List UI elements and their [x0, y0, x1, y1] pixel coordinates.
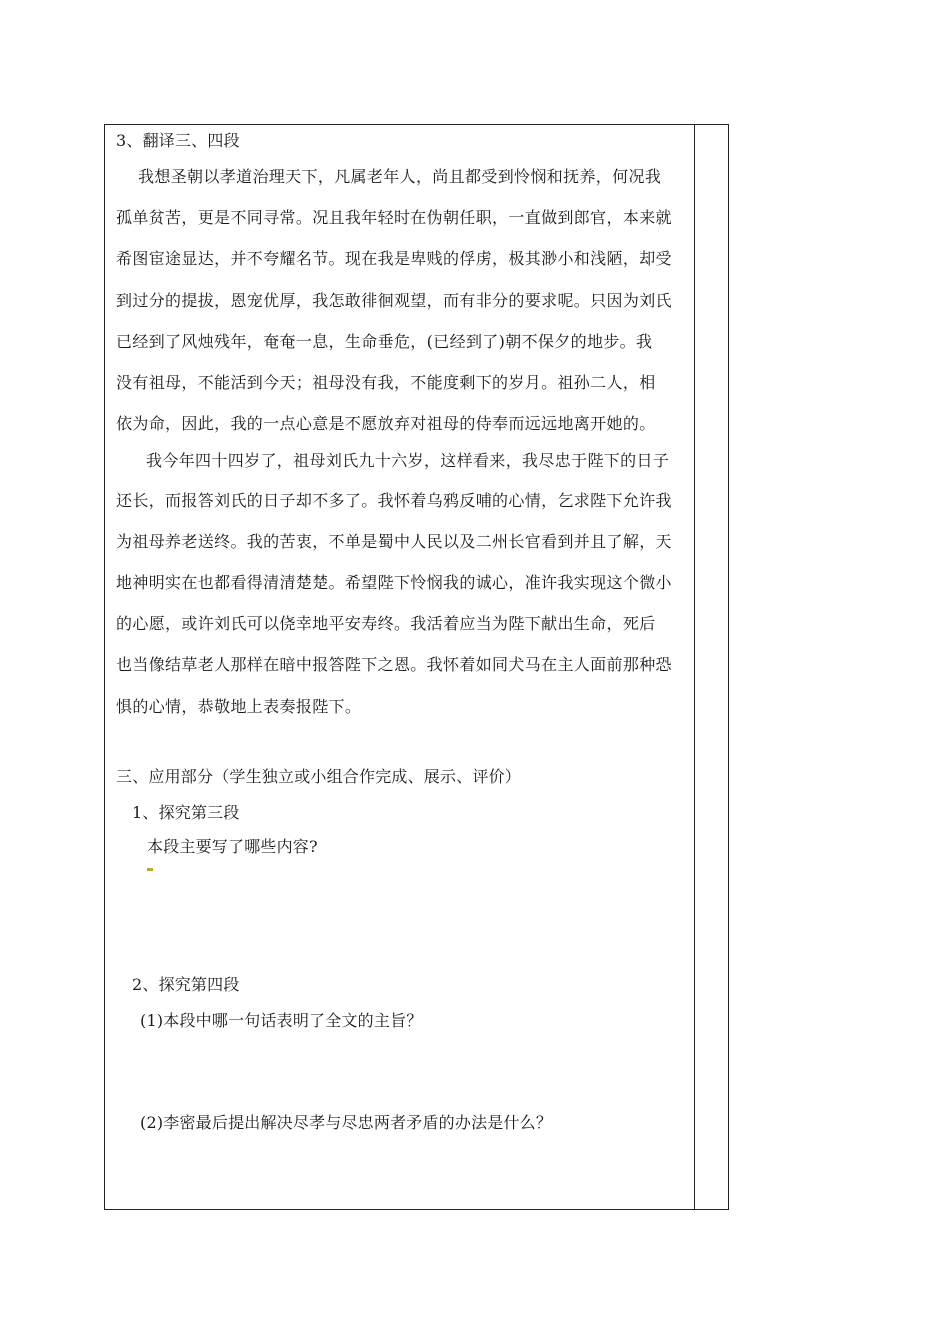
paragraph-line: 到过分的提拔，恩宠优厚，我怎敢徘徊观望，而有非分的要求呢。只因为刘氏	[116, 291, 672, 310]
paragraph-line: 的心愿，或许刘氏可以侥幸地平安寿终。我活着应当为陛下献出生命，死后	[116, 614, 656, 633]
explore-fourth-paragraph-title: 2、探究第四段	[132, 975, 240, 994]
answer-blank-mark	[147, 868, 153, 871]
paragraph-line: 希图宦途显达，并不夸耀名节。现在我是卑贱的俘虏，极其渺小和浅陋，却受	[116, 249, 672, 268]
paragraph-line: 孤单贫苦，更是不同寻常。况且我年轻时在伪朝任职，一直做到郎官，本来就	[116, 208, 672, 227]
paragraph-line: 为祖母养老送终。我的苦衷，不单是蜀中人民以及二州长官看到并且了解，天	[116, 532, 672, 551]
paragraph-line: 也当像结草老人那样在暗中报答陛下之恩。我怀着如同犬马在主人面前那种恐	[116, 655, 672, 674]
translate-heading: 3、翻译三、四段	[116, 131, 240, 150]
paragraph-line: 我今年四十四岁了，祖母刘氏九十六岁，这样看来，我尽忠于陛下的日子	[146, 451, 670, 470]
explore-fourth-question-1: (1)本段中哪一句话表明了全文的主旨？	[140, 1011, 423, 1030]
paragraph-line: 已经到了风烛残年，奄奄一息，生命垂危，(已经到了)朝不保夕的地步。我	[116, 332, 653, 351]
explore-third-question: 本段主要写了哪些内容?	[147, 837, 318, 856]
paragraph-line: 没有祖母，不能活到今天；祖母没有我，不能度剩下的岁月。祖孙二人，相	[116, 373, 656, 392]
explore-third-paragraph-title: 1、探究第三段	[132, 803, 240, 822]
paragraph-line: 我想圣朝以孝道治理天下，凡属老年人，尚且都受到怜悯和抚养，何况我	[138, 167, 662, 186]
explore-fourth-question-2: (2)李密最后提出解决尽孝与尽忠两者矛盾的办法是什么？	[140, 1113, 553, 1132]
paragraph-line: 还长，而报答刘氏的日子却不多了。我怀着乌鸦反哺的心情，乞求陛下允许我	[116, 491, 672, 510]
application-section-heading: 三、应用部分（学生独立或小组合作完成、展示、评价）	[116, 767, 522, 786]
paragraph-line: 惧的心情，恭敬地上表奏报陛下。	[116, 697, 362, 716]
table-column-divider	[694, 124, 695, 1210]
paragraph-line: 依为命，因此，我的一点心意是不愿放弃对祖母的侍奉而远远地离开她的。	[116, 414, 656, 433]
paragraph-line: 地神明实在也都看得清清楚楚。希望陛下怜悯我的诚心，准许我实现这个微小	[116, 573, 672, 592]
